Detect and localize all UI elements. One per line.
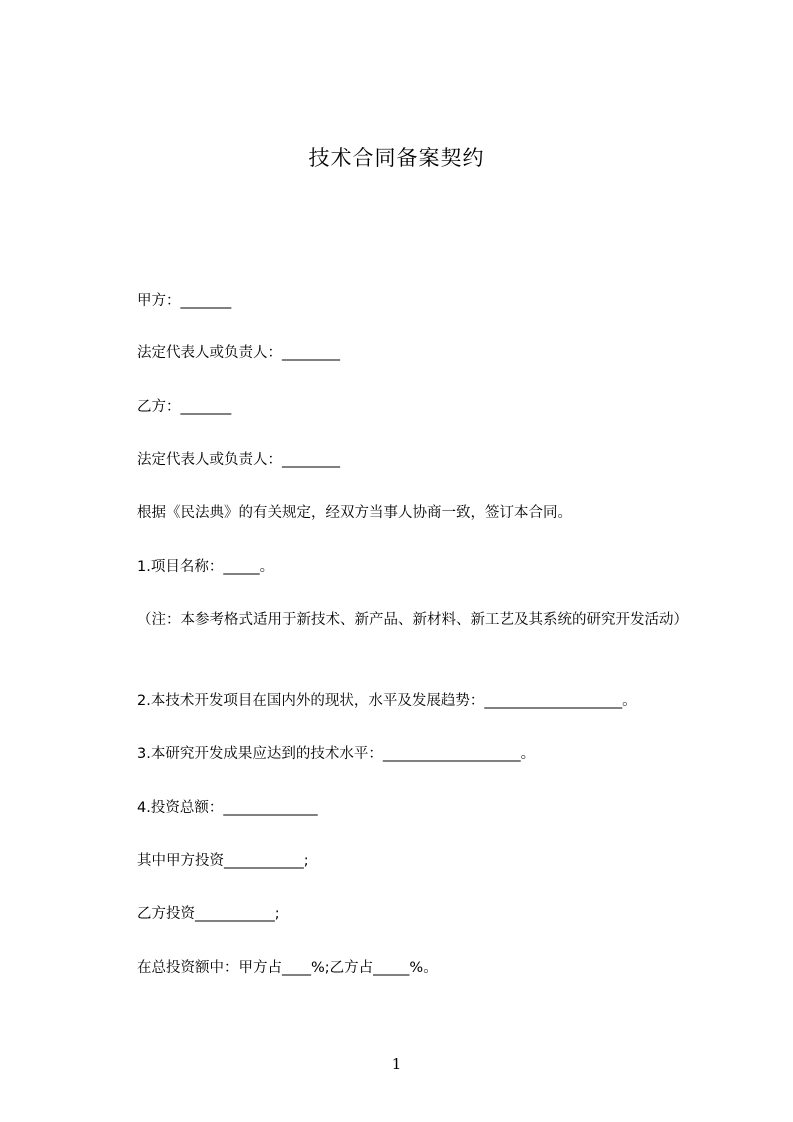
page-number: 1 <box>391 1055 402 1073</box>
scope-note-paragraph: （注：本参考格式适用于新技术、新产品、新材料、新工艺及其系统的研究开发活动） <box>137 612 688 628</box>
party-a-line: 甲方：_______ <box>137 293 232 309</box>
party-b-line: 乙方：_______ <box>137 399 232 415</box>
party-a-investment-line: 其中甲方投资___________; <box>137 853 309 869</box>
status-trend-clause: 2.本技术开发项目在国内外的现状，水平及发展趋势：___________________。 <box>137 693 637 709</box>
party-b-investment-line: 乙方投资___________; <box>137 906 280 922</box>
project-name-clause: 1.项目名称：_____。 <box>137 559 275 575</box>
total-investment-clause: 4.投资总额：_____________ <box>137 800 318 816</box>
document-title: 技术合同备案契约 <box>308 146 485 170</box>
preamble-paragraph: 根据《民法典》的有关规定，经双方当事人协商一致，签订本合同。 <box>137 505 572 521</box>
technical-level-clause: 3.本研究开发成果应达到的技术水平：___________________。 <box>137 746 536 762</box>
party-a-representative-line: 法定代表人或负责人：________ <box>137 345 340 361</box>
party-b-representative-line: 法定代表人或负责人：________ <box>137 452 340 468</box>
investment-share-line: 在总投资额中：甲方占____%;乙方占_____%。 <box>137 960 438 976</box>
